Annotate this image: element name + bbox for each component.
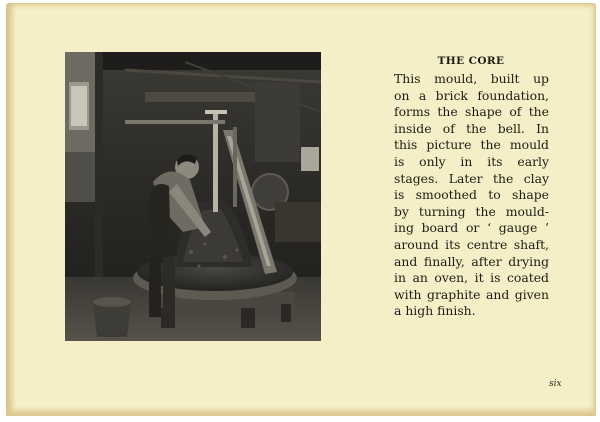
section-heading: THE CORE [437, 55, 505, 67]
body-line: inside of the bell. In [394, 120, 549, 136]
body-line: around its centre shaft, [394, 236, 549, 252]
body-line: is smoothed to shape [394, 187, 549, 203]
photo-illustration [65, 52, 321, 341]
body-line: a high finish. [394, 303, 476, 319]
page-number: six [549, 379, 562, 389]
body-line: ing board or ‘ gauge ’ [394, 220, 549, 236]
body-line: this picture the mould [394, 137, 549, 153]
body-line: This mould, built up [394, 71, 549, 86]
body-line: with graphite and given [394, 286, 549, 302]
body-line: forms the shape of the [394, 104, 549, 120]
body-line: in an oven, it is coated [394, 270, 549, 286]
book-page [6, 3, 596, 416]
body-line: on a brick foundation, [394, 87, 549, 103]
body-line: is only in its early [394, 153, 549, 169]
body-paragraph [394, 71, 549, 320]
body-line: and finally, after drying [394, 253, 549, 269]
body-line: by turning the mould- [394, 203, 549, 219]
photograph-workman-shaping-bell-core [65, 52, 321, 341]
body-line: stages. Later the clay [394, 170, 549, 186]
